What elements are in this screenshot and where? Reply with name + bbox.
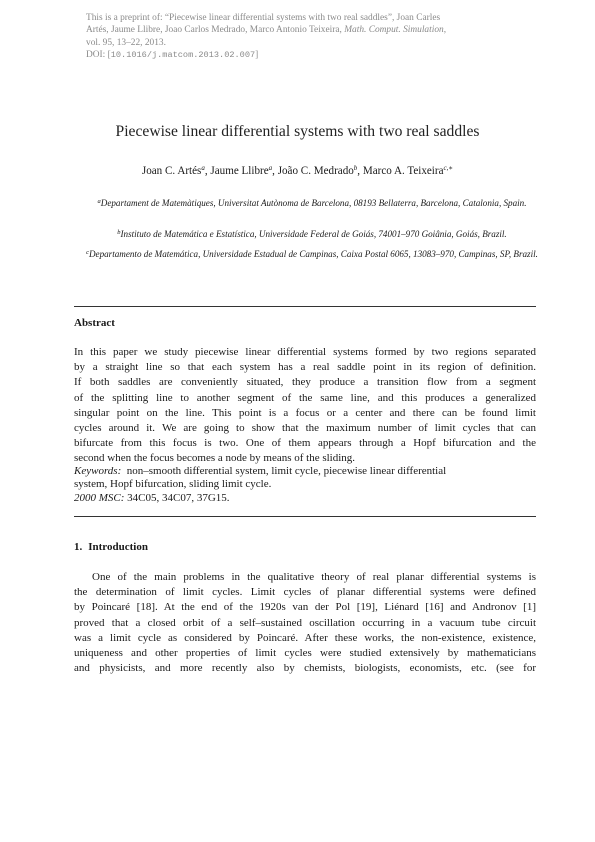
doi-link[interactable]: 10.1016/j.matcom.2013.02.007 [110,50,256,61]
abstract-line: bifurcate from this focus is two. One of them appears through a Hopf bifurcation and the [74,437,536,450]
abstract-heading: Abstract [74,317,115,329]
keywords-block [74,465,536,505]
author-name: João C. Medrado [277,165,354,177]
author-list: Joan C. Artés$^a$, Jaume Llibre$^a$, João C. Medrado$^b$, Marco A. Teixeira$^{c,∗}$ [141,164,454,177]
preprint-line-2: Artés, Jaume Llibre, Joao Carlos Medrado, Marco Antonio Teixeira, Math. Comput. Simulation, [86,25,447,36]
intro-line: by Poincaré [18]. At the end of the 1920s van der Pol [19], Liénard [16] and Andronov [1] [74,601,536,614]
preprint-authors: Artés, Jaume Llibre, Joao Carlos Medrado, Marco Antonio Teixeira, [86,25,345,36]
preprint-line-3: vol. 95, 13–22, 2013. [86,37,166,48]
intro-line: proved that a closed orbit of a self–sustained oscillation occurring in a vacuum tube circuit [74,616,536,629]
author-affiliation-mark: b [353,164,358,172]
section-number: 1. [74,541,83,553]
abstract-bottom-rule [74,516,536,517]
abstract-line: by a straight line so that each system has a real saddle point in its region of definition. [74,361,536,374]
affiliation: $^a$Departament de Matemàtiques, Universitat Autònoma de Barcelona, 08193 Bellaterra, Barcelona, Catalonia, Spain. [97,198,527,208]
author-name: Joan C. Artés [141,165,202,177]
intro-line: uniqueness and other properties of limit cycles were studied extensively by mathematicians [74,646,536,659]
section-heading [74,541,148,553]
author-affiliation-mark: a [268,164,273,172]
abstract-body [74,345,536,467]
paper-title: Piecewise linear differential systems with two real saddles [115,123,480,140]
keywords-line: Keywords: non–smooth differential system, limit cycle, piecewise linear differential [74,465,447,477]
affiliation: $^b$Instituto de Matemática e Estatística, Universidade Federal de Goiás, 74001–970 Goiânia, Goiás, Brazil. [117,229,507,239]
abstract-top-rule [74,306,536,307]
intro-line: the determination of limit cycles. Limit cycles of planar differential systems were defined [74,586,536,599]
intro-line: was a limit cycle as considered by Poincaré. After these works, the non-existence, existence, [74,631,536,644]
msc-line: 2000 MSC: 34C05, 34C07, 37G15. [74,491,230,504]
abstract-line: cycles around it. We are going to show that the maximum number of limit cycles that can [74,421,536,434]
introduction-body [74,570,536,676]
preprint-notice [86,12,516,62]
preprint-doi: DOI: [10.1016/j.matcom.2013.02.007] [86,50,259,61]
keywords-line: system, Hopf bifurcation, sliding limit cycle. [74,478,272,491]
keywords-label: Keywords: [74,465,122,477]
abstract-line: second when the focus becomes a node by means of the sliding. [74,452,356,465]
preprint-line-1: This is a preprint of: “Piecewise linear differential systems with two real saddles”, Joan Carles [86,13,441,23]
author-name: Jaume Llibre [210,165,269,177]
intro-line: and physicists, and more recently also by chemists, biologists, economists, etc. (see for [74,662,536,675]
section-title: Introduction [88,541,148,553]
author-affiliation-mark: a [201,164,205,172]
abstract-line: singular point on the line. This point is a focus or a center and there can be found limit [74,406,536,419]
intro-line: One of the main problems in the qualitative theory of real planar differential systems is [92,571,536,583]
affiliation: $^c$Departamento de Matemática, Universidade Estadual de Campinas, Caixa Postal 6065, 13083–970, Campinas, SP, Brazil. [86,249,538,259]
abstract-line: of the splitting line to another segment of the same line, and this produces a generalized [74,391,536,404]
msc-label: 2000 MSC: [74,491,125,504]
author-affiliation-mark: c,∗ [443,164,454,172]
preprint-journal: Math. Comput. Simulation [344,25,444,36]
author-name: Marco A. Teixeira [362,165,444,177]
abstract-line: If both saddles are conveniently situated, they produce a transition flow from a segment [74,376,536,389]
abstract-line: In this paper we study piecewise linear differential systems formed by two regions separated [74,346,536,358]
